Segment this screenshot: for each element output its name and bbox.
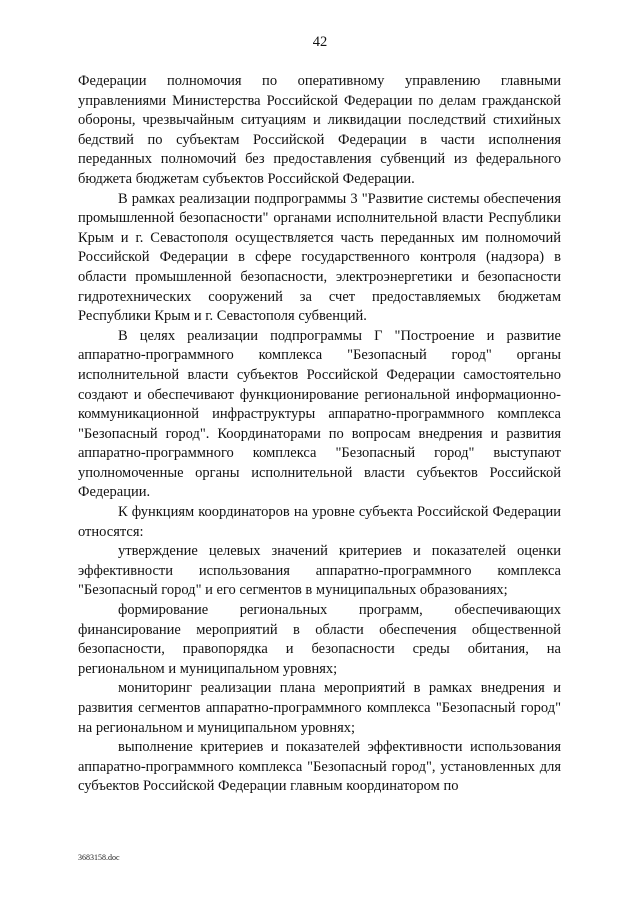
paragraph-8: выполнение критериев и показателей эффективности использования аппаратно-программного комплекса "Безопасный город", установленных для субъектов Российской Федерации главным координатором по: [78, 739, 561, 795]
paragraph-1: Федерации полномочия по оперативному управлению главными управлениями Министерства Российской Федерации по делам гражданской обороны, чрезвычайным ситуациям и ликвидации последствий стихийных бедствий по субъектам Российской Федерации в части исполнения переданных полномочий без предоставления субвенций из федерального бюджета бюджетам субъектов Российской Федерации.: [78, 73, 561, 187]
document-body: [78, 72, 561, 797]
paragraph-4: К функциям координаторов на уровне субъекта Российской Федерации относятся:: [78, 504, 561, 540]
paragraph-5: утверждение целевых значений критериев и показателей оценки эффективности использования аппаратно-программного комплекса "Безопасный город" и его сегментов в муниципальных образованиях;: [78, 543, 561, 599]
paragraph-3: В целях реализации подпрограммы Г "Построение и развитие аппаратно-программного комплекса "Безопасный город" органы исполнительной власти субъектов Российской Федерации самостоятельно создают и обеспечивают функционирование региональной информационно-коммуникационной инфраструктуры аппаратно-программного комплекса "Безопасный город". Координаторами по вопросам внедрения и развития аппаратно-программного комплекса "Безопасный город" выступают уполномоченные органы исполнительной власти субъектов Российской Федерации.: [78, 327, 561, 501]
footer-filename: 3683158.doc: [78, 853, 120, 862]
page-number: 42: [312, 34, 328, 50]
paragraph-6: формирование региональных программ, обеспечивающих финансирование мероприятий в области обеспечения общественной безопасности, правопорядка и безопасности среды обитания, на региональном и муниципальном уровнях;: [78, 602, 561, 677]
paragraph-7: мониторинг реализации плана мероприятий в рамках внедрения и развития сегментов аппаратно-программного комплекса "Безопасный город" на региональном и муниципальном уровнях;: [78, 680, 561, 736]
paragraph-2: В рамках реализации подпрограммы 3 "Развитие системы обеспечения промышленной безопасности" органами исполнительной власти Республики Крым и г. Севастополя осуществляется часть переданных им полномочий Российской Федерации в сфере государственного контроля (надзора) в области промышленной безопасности, электроэнергетики и безопасности гидротехнических сооружений за счет предоставляемых бюджетам Республики Крым и г. Севастополя субвенций.: [78, 190, 561, 325]
